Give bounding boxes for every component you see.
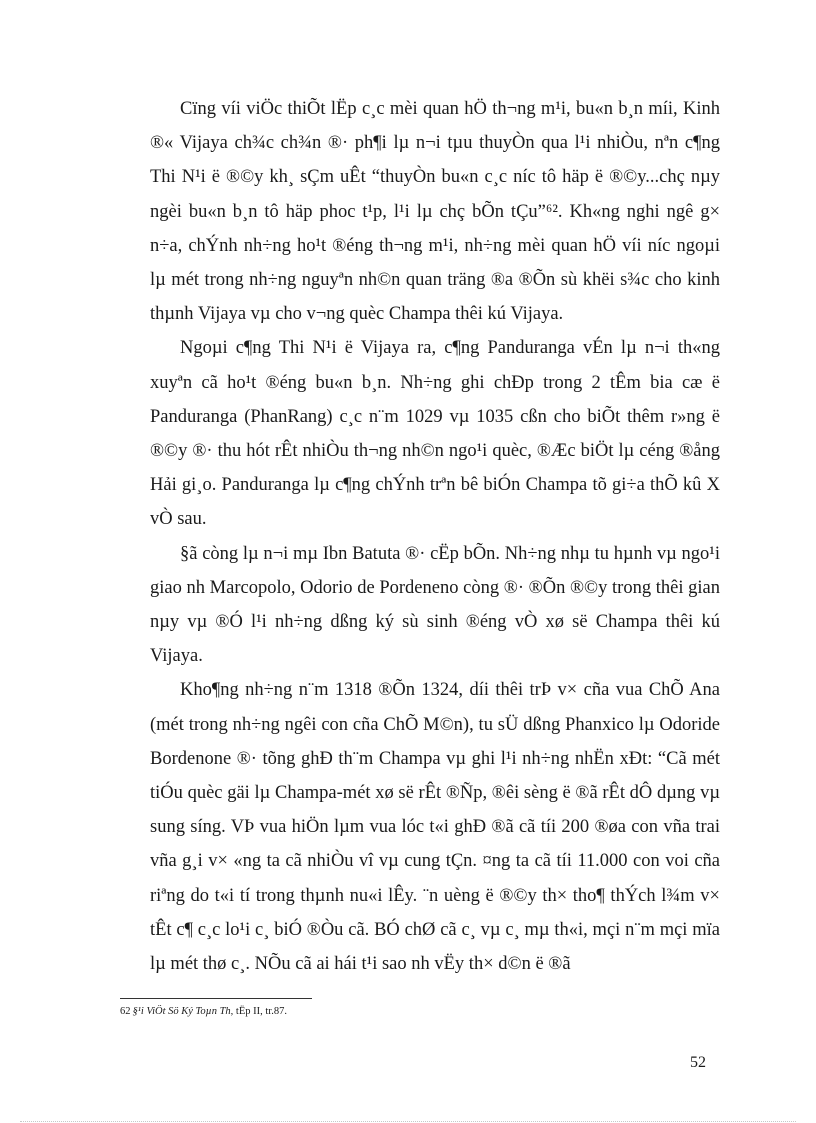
paragraph-4: Kho¶ng nh÷ng n¨m 1318 ®Õn 1324, díi thêi trÞ v× cña vua ChÕ Ana (mét trong nh÷ng ngêi con cña ChÕ M©n), tu sÜ dßng Phanxico lµ Odoride Bordenone ®· tõng ghÐ th¨m Champa vµ ghi l¹i nh÷ng nhËn xÐt: “Cã mét tiÓu quèc gäi lµ Champa-mét xø së rÊt ®Ñp, ®êi sèng ë ®ã rÊt dÔ dµng vµ sung síng. VÞ vua hiÖn lµm vua lóc t«i ghÐ ®ã cã tíi 200 ®øa con vña trai vña g¸i v× «ng ta cã nhiÒu vî vµ cung tÇn. ¤ng ta cã tíi 11.000 con voi cña riªng do t«i tí trong thµnh nu«i lÊy. ¨n uèng ë ®©y th× tho¶ thÝch l¾m v× tÊt c¶ c¸c lo¹i c¸ biÓ ®Òu cã. BÓ chØ cã c¸ vµ c¸ mµ th«i, mçi n¨m mçi mïa lµ mét thø c¸. NÕu cã ai hái t¹i sao nh vËy th× d©n ë ®ã <box>150 680 720 975</box>
paragraph-3: §ã còng lµ n¬i mµ Ibn Batuta ®· cËp bÕn. Nh÷ng nhµ tu hµnh vµ ngo¹i giao nh Marcopolo, Odorio de Pordeneno còng ®· ®Õn ®©y trong thêi gian nµy vµ ®Ó l¹i nh÷ng dßng ký sù sinh ®éng vÒ xø së Champa thêi kú Vijaya. <box>150 543 720 667</box>
page-edge-divider <box>20 1121 796 1122</box>
paragraph-1: Cïng víi viÖc thiÕt lËp c¸c mèi quan hÖ th¬ng m¹i, bu«n b¸n míi, Kinh ®« Vijaya ch¾c ch¾n ®· ph¶i lµ n¬i tµu thuyÒn qua l¹i nhiÒu, nªn c¶ng Thi N¹i ë ®©y kh¸ sÇm uÊt “thuyÒn bu«n c¸c níc tô häp ë ®©y...chç nµy ngèi bu«n b¸n tô häp phoc t¹p, l¹i lµ chç bÕn tÇu”⁶². Kh«ng nghi ngê g× n÷a, chÝnh nh÷ng ho¹t ®éng th¬ng m¹i, nh÷ng mèi quan hÖ víi níc ngoµi lµ mét trong nh÷ng nguyªn nh©n quan träng ®a ®Õn sù khëi s¾c cho kinh thµnh Vijaya vµ cho v¬ng quèc Champa thêi kú Vijaya. <box>150 99 720 325</box>
page-number: 52 <box>690 1054 706 1071</box>
footnote-title: §¹i ViÖt Sö Ký Toµn Th, <box>132 1006 234 1017</box>
body-text <box>150 92 720 981</box>
footnote-separator <box>120 998 312 999</box>
footnote <box>120 1005 680 1019</box>
paragraph-2: Ngoµi c¶ng Thi N¹i ë Vijaya ra, c¶ng Panduranga vÉn lµ n¬i th«ng xuyªn cã ho¹t ®éng bu«n b¸n. Nh÷ng ghi chÐp trong 2 tÊm bia cæ ë Panduranga (PhanRang) c¸c n¨m 1029 vµ 1035 cßn cho biÕt thêm r»ng ë ®©y ®· thu hót rÊt nhiÒu th¬ng nh©n ngo¹i quèc, ®Æc biÖt lµ céng ®ång Hải gi¸o. Panduranga lµ c¶ng chÝnh trªn bê biÓn Champa tõ gi÷a thÕ kû X vÒ sau. <box>150 338 720 530</box>
footnote-number: 62 <box>120 1006 131 1017</box>
footnote-reference: tËp II, tr.87. <box>233 1006 287 1017</box>
